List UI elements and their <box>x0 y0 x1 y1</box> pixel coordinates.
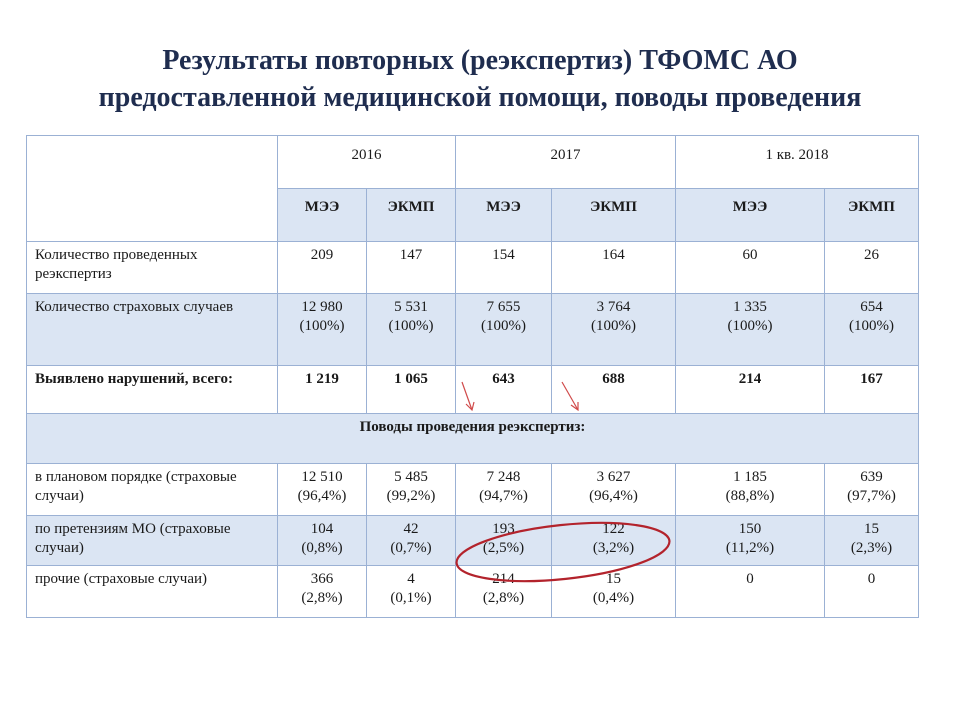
row-label: в плановом порядке (страховые случаи) <box>27 464 278 516</box>
value-cell <box>367 516 456 566</box>
value-cell <box>676 566 825 618</box>
value-cell <box>456 516 552 566</box>
corner-cell <box>27 136 278 242</box>
value-cell: 1 219 <box>278 366 367 414</box>
value-cell: 164 <box>552 242 676 294</box>
value-main: 639 <box>860 469 883 485</box>
value-pct: (97,7%) <box>847 488 896 504</box>
subheader-cell: ЭКМП <box>825 189 919 242</box>
value-pct: (100%) <box>849 318 894 334</box>
value-pct: (2,8%) <box>482 590 525 606</box>
table-row <box>27 566 919 618</box>
year-2018-q1: 1 кв. 2018 <box>676 136 919 189</box>
row-label: по претензиям МО (страховые случаи) <box>27 516 278 566</box>
value-main: 12 980 <box>301 299 343 315</box>
value-pct: (100%) <box>727 318 773 334</box>
value-pct: (100%) <box>481 318 526 334</box>
value-main: 15 <box>606 571 621 587</box>
value-main: 122 <box>602 521 625 537</box>
value-main: 7 248 <box>486 469 521 485</box>
value-pct: (100%) <box>388 318 434 334</box>
value-cell: 154 <box>456 242 552 294</box>
value-pct: (0,7%) <box>390 540 432 556</box>
value-cell: 60 <box>676 242 825 294</box>
year-header-row <box>27 136 919 189</box>
value-cell <box>552 294 676 366</box>
value-main: 7 655 <box>486 299 521 315</box>
subheader-cell: ЭКМП <box>552 189 676 242</box>
value-main: 42 <box>403 521 419 537</box>
value-pct: (94,7%) <box>479 488 528 504</box>
value-pct: (2,3%) <box>850 540 893 556</box>
value-main: 214 <box>492 571 515 587</box>
value-cell <box>825 566 919 618</box>
value-cell <box>552 566 676 618</box>
value-main: 0 <box>746 571 754 587</box>
value-cell: 167 <box>825 366 919 414</box>
value-cell <box>825 516 919 566</box>
value-pct: (0,8%) <box>301 540 343 556</box>
value-main: 104 <box>310 521 334 537</box>
value-main: 1 335 <box>733 299 767 315</box>
row-label: Количество страховых случаев <box>27 294 278 366</box>
value-main: 366 <box>310 571 334 587</box>
value-cell <box>367 294 456 366</box>
value-cell <box>456 294 552 366</box>
value-cell <box>676 464 825 516</box>
value-main: 1 185 <box>733 469 767 485</box>
table-row <box>27 366 919 414</box>
value-cell <box>825 294 919 366</box>
value-main: 12 510 <box>301 469 343 485</box>
value-cell: 643 <box>456 366 552 414</box>
value-main: 0 <box>867 571 876 587</box>
value-cell <box>825 464 919 516</box>
value-cell: 214 <box>676 366 825 414</box>
value-main: 654 <box>860 299 883 315</box>
subheader-cell: ЭКМП <box>367 189 456 242</box>
slide-title <box>0 42 960 116</box>
year-2016: 2016 <box>278 136 456 189</box>
value-cell <box>456 566 552 618</box>
row-label: Количество проведенных реэкспертиз <box>27 242 278 294</box>
value-main: 3 764 <box>596 299 631 315</box>
subheader-cell: МЭЭ <box>278 189 367 242</box>
value-pct: (96,4%) <box>297 488 347 504</box>
value-cell <box>552 464 676 516</box>
value-pct: (2,5%) <box>482 540 525 556</box>
value-cell <box>676 516 825 566</box>
table-row <box>27 294 919 366</box>
value-cell <box>278 464 367 516</box>
table-row <box>27 464 919 516</box>
value-cell <box>552 516 676 566</box>
value-cell <box>278 294 367 366</box>
value-main: 5 485 <box>394 469 428 485</box>
value-main: 193 <box>492 521 515 537</box>
section-row <box>27 414 919 464</box>
value-cell <box>456 464 552 516</box>
value-cell <box>367 566 456 618</box>
value-pct: (11,2%) <box>725 540 775 556</box>
value-main: 15 <box>864 521 879 537</box>
value-cell: 688 <box>552 366 676 414</box>
value-cell: 209 <box>278 242 367 294</box>
year-2017: 2017 <box>456 136 676 189</box>
value-pct: (88,8%) <box>725 488 775 504</box>
reexpertise-table <box>26 135 919 618</box>
value-cell <box>278 566 367 618</box>
value-cell: 147 <box>367 242 456 294</box>
value-cell <box>367 464 456 516</box>
value-main: 5 531 <box>394 299 428 315</box>
table-row <box>27 242 919 294</box>
table-row <box>27 516 919 566</box>
value-pct: (3,2%) <box>592 540 635 556</box>
value-pct: (0,4%) <box>592 590 635 606</box>
subheader-cell: МЭЭ <box>456 189 552 242</box>
value-pct: (100%) <box>591 318 636 334</box>
value-cell <box>676 294 825 366</box>
title-line-1: Результаты повторных (реэкспертиз) ТФОМС АО <box>162 45 798 76</box>
value-main: 4 <box>407 571 415 587</box>
row-label: прочие (страховые случаи) <box>27 566 278 618</box>
section-title: Поводы проведения реэкспертиз: <box>27 414 919 464</box>
value-pct: (2,8%) <box>301 590 343 606</box>
value-main: 150 <box>738 521 762 537</box>
value-pct: (99,2%) <box>386 488 436 504</box>
value-main: 3 627 <box>596 469 631 485</box>
value-pct: (0,1%) <box>390 590 432 606</box>
subheader-cell: МЭЭ <box>676 189 825 242</box>
title-line-2: предоставленной медицинской помощи, поводы проведения <box>98 82 862 113</box>
value-cell: 26 <box>825 242 919 294</box>
value-cell <box>278 516 367 566</box>
row-label: Выявлено нарушений, всего: <box>27 366 278 414</box>
value-pct: (100%) <box>299 318 345 334</box>
value-pct: (96,4%) <box>589 488 638 504</box>
value-cell: 1 065 <box>367 366 456 414</box>
